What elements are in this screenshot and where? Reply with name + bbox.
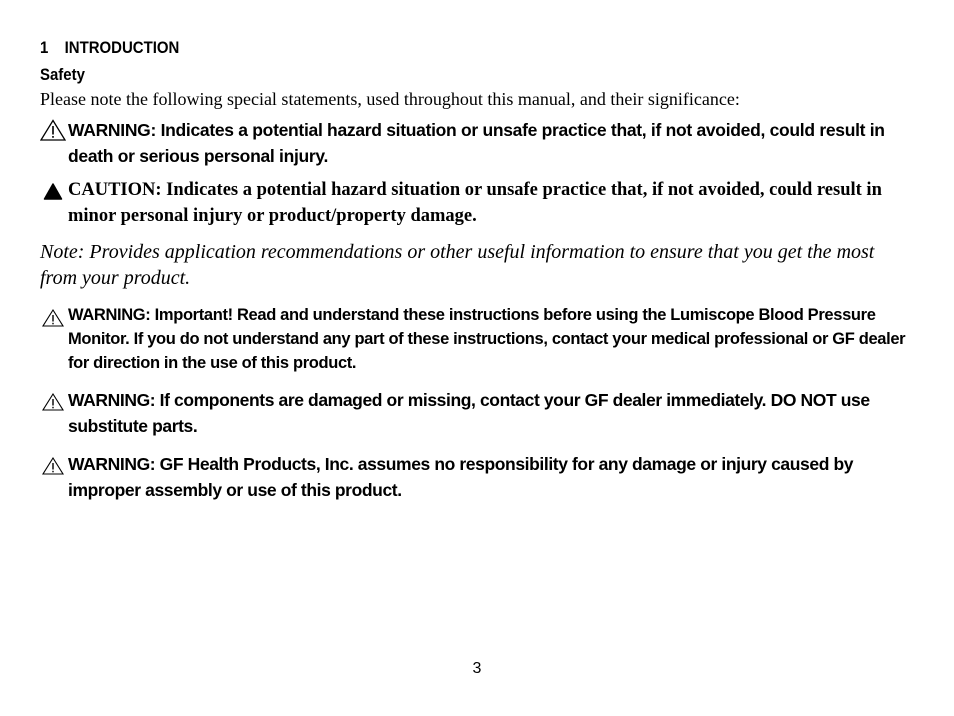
warning-triangle-outline-icon: [40, 306, 66, 328]
warning-triangle-outline-icon: [40, 454, 66, 476]
warning-item-text: WARNING: GF Health Products, Inc. assumes no responsibility for any damage or injury caused by improper assembly or use of this product.: [68, 454, 854, 500]
safety-subheading: Safety: [40, 65, 85, 84]
warning-item-text: WARNING: Important! Read and understand these instructions before using the Lumiscope Blood Pressure Monitor. If you do not understand any part of these instructions, contact your medical professional or GF dealer for direction in the use of this product.: [68, 306, 906, 372]
warning-definition-text: WARNING: Indicates a potential hazard situation or unsafe practice that, if not avoided, could result in death or serious personal injury.: [68, 120, 885, 166]
manual-page: [40, 37, 910, 515]
warning-item: [40, 451, 910, 503]
note-definition: Note: Provides application recommendations or other useful information to ensure that you get the most from your product.: [40, 241, 875, 289]
warning-triangle-outline-icon: [40, 390, 66, 412]
section-title: INTRODUCTION: [64, 38, 180, 57]
intro-paragraph: Please note the following special statements, used throughout this manual, and their significance:: [40, 89, 740, 109]
warning-item: [40, 387, 910, 439]
page-number: 3: [472, 660, 482, 677]
warning-triangle-outline-icon: [40, 119, 66, 141]
caution-triangle-filled-icon: [40, 179, 66, 201]
section-heading: [40, 37, 806, 59]
warning-item: [40, 303, 910, 375]
warning-definition: [40, 117, 910, 169]
warning-list: [40, 303, 910, 503]
caution-definition-text: CAUTION: Indicates a potential hazard situation or unsafe practice that, if not avoided, could result in minor personal injury or product/property damage.: [68, 180, 882, 226]
section-number: 1: [40, 38, 49, 57]
warning-item-text: WARNING: If components are damaged or missing, contact your GF dealer immediately. DO NOT use substitute parts.: [68, 390, 870, 436]
caution-definition: [40, 177, 910, 229]
